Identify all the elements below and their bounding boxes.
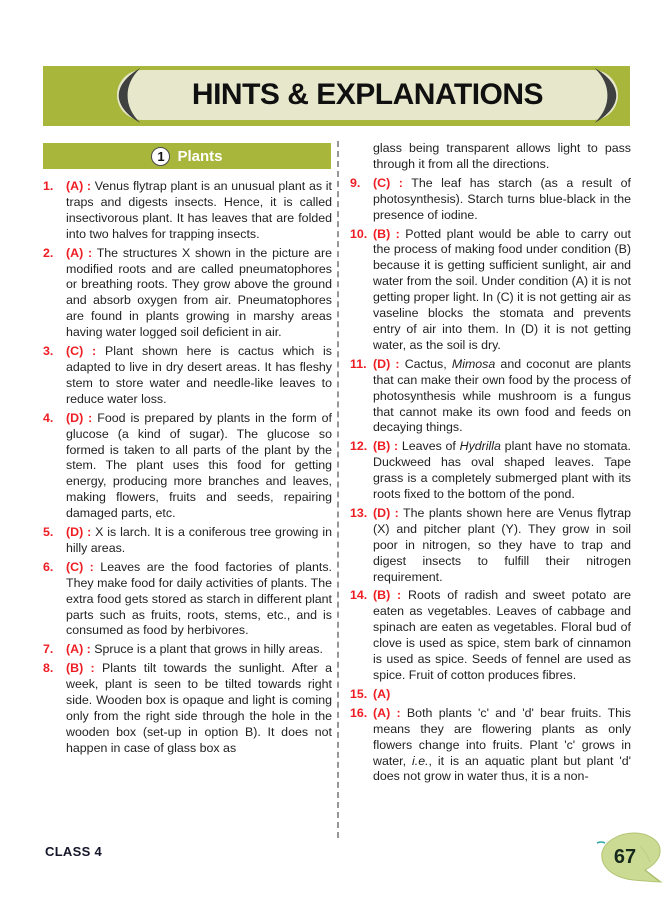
item-text [373,227,631,354]
explanation-item [350,176,631,224]
left-parenthesis-icon [118,68,145,123]
column-right-items [350,141,631,788]
item-text [66,344,332,408]
column-divider [337,141,339,838]
explanation-item [43,246,332,341]
text-segment: Both plants 'c' and 'd' bear fruits. This means they are flowering plants as only flowers change into fruits. Plant 'c' grows in water, [373,705,631,768]
page-number-leaf [596,830,664,884]
text-segment: and coconut are plants that can make their own food by the process of photosynthesis while mushroom is a fungus that cannot make its own food and feeds on decaying things. [373,356,631,435]
text-segment: Spruce is a plant that grows in hilly areas. [94,642,323,657]
text-segment: Leaves of [401,439,460,454]
item-number: 1. [43,179,54,193]
item-text [66,642,332,658]
answer-key: (C) : [373,175,403,190]
explanation-item [350,357,631,437]
explanation-item [43,560,332,640]
item-number: 7. [43,642,54,657]
answer-key: (A) [373,686,391,701]
answer-key: (D) : [373,505,399,520]
item-text [373,357,631,437]
text-segment: Food is prepared by plants in the form of glucose (a kind of sugar). The glucose so formed is taken to all parts of the plant by the stem. The plant uses this food for getting energy, producing more branches and leaves, making flowers, fruits and seeds, repairing damaged parts, etc. [66,410,332,521]
item-number: 13. [350,505,368,520]
item-number: 6. [43,559,54,574]
answer-key: (B) : [373,588,402,603]
item-number: 14. [350,588,368,603]
text-segment: The leaf has starch (as a result of photosynthesis). Starch turns blue-black in the presence of iodine. [373,175,631,222]
page-title: HINTS & EXPLANATIONS [191,78,544,111]
item-text [66,560,332,640]
item-number: 11. [350,356,367,371]
item-text [373,141,631,173]
answer-key: (C) : [66,344,97,359]
text-segment: glass being transparent allows light to pass through it from all the directions. [373,141,631,171]
answer-key: (C) : [66,559,94,574]
explanation-item [350,687,631,703]
item-number: 16. [350,705,368,720]
text-segment: Leaves are the food factories of plants. They make food for daily activities of plants. The extra food gets stored as starch in different plant parts such as fruits, roots, stems, etc., and is consumed as food by herbivores. [66,559,332,638]
explanation-item [43,179,332,243]
explanation-item [43,344,332,408]
text-segment: , it is an aquatic plant but plant 'd' does not grow in water thus, it is a non- [373,753,632,784]
explanation-item [350,439,631,503]
explanation-item [43,525,332,557]
answer-key: (B) : [373,439,399,454]
text-segment: plant have no stomata. Duckweed has oval shaped leaves. Tape grass is a completely submerged plant with its roots fixed to the bottom of the pond. [373,439,631,502]
text-segment: Potted plant would be able to carry out the process of making food under condition (B) because it is getting sufficient sunlight, air and water from the soil. Under condition (A) it is not getting proper light. In (C) it is not getting air as vaseline blocks the stomata and prevents entry of air into them. In (D) it is not getting water, as the soil is dry. [373,226,631,352]
column-left-items [43,179,332,760]
item-text [373,588,631,683]
text-segment: Mimosa [451,356,496,371]
leaf-accent-mark [597,842,605,843]
answer-key: (B) : [66,661,95,676]
item-text [66,661,332,756]
answer-key: (A) : [66,642,91,657]
item-number: 3. [43,344,54,359]
explanation-item [43,642,332,658]
text-segment: Hydrilla [459,439,501,454]
text-segment: The plants shown here are Venus flytrap (X) and pitcher plant (Y). They grow in soil poor in nitrogen, so they have to trap and digest insects to fulfill their nitrogen requirement. [373,505,631,584]
item-text [373,439,631,503]
answer-key: (B) : [373,226,400,241]
item-number: 10. [350,226,368,241]
item-text [66,525,332,557]
class-label: CLASS 4 [45,844,103,859]
item-number: 15. [350,686,368,701]
text-segment: i.e. [412,753,429,768]
item-text [66,411,332,522]
text-segment: Plants tilt towards the sunlight. After a week, plant is seen to be tilted towards right side. Wooden box is opaque and light is coming only from the right side through the hole in the wooden box (set-up in option B). It does not happen in case of glass box as [66,661,332,755]
text-segment: The structures X shown in the picture are modified roots and are called pneumatophores or breathing roots. They grow above the ground and absorb oxygen from air. Pneumatophores are found in plants growing in marshy areas having water logged soil deficient in air. [66,245,332,340]
item-text [373,506,631,586]
text-segment: Venus flytrap plant is an unusual plant as it traps and digests insects. Hence, it is called insectivorous plant. It has leaves that are folded into two halves for trapping insects. [66,179,332,241]
text-segment: Plant shown here is cactus which is adapted to live in dry desert areas. It has fleshy stem to store water and needle-like leaves to reduce water loss. [66,344,332,406]
answer-key: (A) : [66,179,92,193]
text-segment: X is larch. It is a coniferous tree growing in hilly areas. [66,525,332,555]
hints-banner-pill [117,70,618,120]
answer-key: (A) : [66,245,93,260]
item-number: 2. [43,245,54,260]
item-text [373,176,631,224]
item-text [373,687,631,703]
explanation-item [350,227,631,354]
item-number: 4. [43,410,54,425]
item-number [350,141,373,173]
item-number: 12. [350,439,368,454]
answer-key: (A) : [373,705,401,720]
explanation-item [350,588,631,683]
explanation-item [43,661,332,756]
explanation-item [350,706,631,786]
item-number: 8. [43,661,54,676]
section-header-plants [43,143,331,169]
section-title: Plants [177,147,223,165]
item-number: 5. [43,525,54,540]
text-segment: Cactus, [404,356,452,371]
right-parenthesis-icon [590,68,617,123]
item-number: 9. [350,175,361,190]
answer-key: (D) : [66,410,93,425]
item-text [66,246,332,341]
item-text [373,706,631,786]
answer-key: (D) : [373,356,400,371]
item-text [66,179,332,243]
section-number-badge: 1 [151,147,170,166]
hints-banner [43,66,630,126]
answer-key: (D) : [66,525,92,540]
page-number: 67 [613,846,637,868]
explanation-item [350,506,631,586]
explanation-item [350,141,631,173]
explanation-item [43,411,332,522]
text-segment: Roots of radish and sweet potato are eaten as vegetables. Leaves of cabbage and spinach are eaten as vegetables. Floral bud of clove is used as spice, stem bark of cinnamon is used as spice. Seeds of fennel are used as spice. Fruit of cotton produces fibres. [373,588,631,682]
